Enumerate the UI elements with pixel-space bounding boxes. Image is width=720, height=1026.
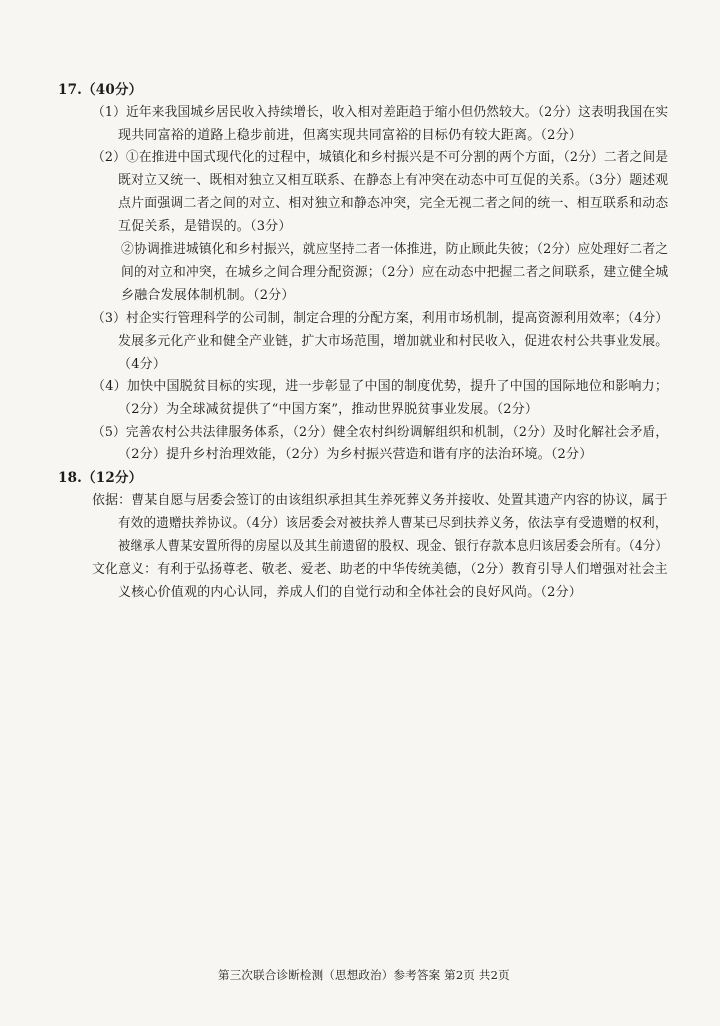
q17-part2-line1: （2）①在推进中国式现代化的过程中，城镇化和乡村振兴是不可分割的两个方面，（2分）二者之间是 bbox=[92, 150, 669, 165]
q17-part2-line4: 互促关系，是错误的。（3分） bbox=[118, 219, 292, 234]
q18-basis-line1: 依据：曹某自愿与居委会签订的由该组织承担其生养死葬义务并接收、处置其遗产内容的协议，属于 bbox=[92, 493, 668, 508]
q17-part2b-line2: 间的对立和冲突，在城乡之间合理分配资源；（2分）应在动态中把握二者之间联系，建立健全城 bbox=[121, 265, 669, 280]
q17-part5-line1: （5）完善农村公共法律服务体系，（2分）健全农村纠纷调解组织和机制，（2分）及时化解社会矛盾， bbox=[92, 425, 669, 440]
q17-part4-line2: （2分）为全球减贫提供了“中国方案”，推动世界脱贫事业发展。（2分） bbox=[118, 402, 539, 417]
q17-part1-line2: 现共同富裕的道路上稳步前进，但离实现共同富裕的目标仍有较大距离。（2分） bbox=[118, 128, 582, 143]
q18-significance-line2: 义核心价值观的内心认同，养成人们的自觉行动和全体社会的良好风尚。（2分） bbox=[118, 585, 582, 600]
q17-part3-line2: 发展多元化产业和健全产业链，扩大市场范围，增加就业和村民收入，促进农村公共事业发展。 bbox=[118, 334, 669, 349]
q17-part2-line3: 点片面强调二者之间的对立、相对独立和静态冲突，完全无视二者之间的统一、相互联系和动态 bbox=[118, 196, 669, 211]
q17-part1-line1: （1）近年来我国城乡居民收入持续增长，收入相对差距趋于缩小但仍然较大。（2分）这表明我国在实 bbox=[92, 105, 669, 120]
q17-part4-line1: （4）加快中国脱贫目标的实现，进一步彰显了中国的制度优势，提升了中国的国际地位和影响力； bbox=[92, 379, 669, 394]
q18-significance-line1: 文化意义：有利于弘扬尊老、敬老、爱老、助老的中华传统美德，（2分）教育引导人们增强对社会主 bbox=[92, 562, 668, 577]
q17-part3-line1: （3）村企实行管理科学的公司制，制定合理的分配方案，利用市场机制，提高资源利用效率；（4分） bbox=[92, 311, 669, 326]
question-18-header: 18.（12分） bbox=[58, 470, 143, 486]
q18-basis-line2: 有效的遗赠扶养协议。（4分）该居委会对被扶养人曹某已尽到扶养义务，依法享有受遗赠的权利， bbox=[118, 516, 668, 531]
q17-part2-line2: 既对立又统一、既相对独立又相互联系、在静态上有冲突在动态中可互促的关系。（3分）题述观 bbox=[118, 173, 669, 188]
q18-basis-line3: 被继承人曹某安置所得的房屋以及其生前遗留的股权、现金、银行存款本息归该居委会所有。（4分） bbox=[118, 539, 668, 554]
page-footer: 第三次联合诊断检测（思想政治）参考答案 第2页 共2页 bbox=[218, 968, 510, 982]
q17-part5-line2: （2分）提升乡村治理效能，（2分）为乡村振兴营造和谐有序的法治环境。（2分） bbox=[118, 447, 593, 462]
q17-part3-line3: （4分） bbox=[118, 357, 167, 372]
q17-part2b-line1: ②协调推进城镇化和乡村振兴，就应坚持二者一体推进，防止顾此失彼；（2分）应处理好二者之 bbox=[121, 242, 669, 257]
q17-part2b-line3: 乡融合发展体制机制。（2分） bbox=[121, 288, 295, 303]
question-17-header: 17.（40分） bbox=[58, 82, 143, 98]
